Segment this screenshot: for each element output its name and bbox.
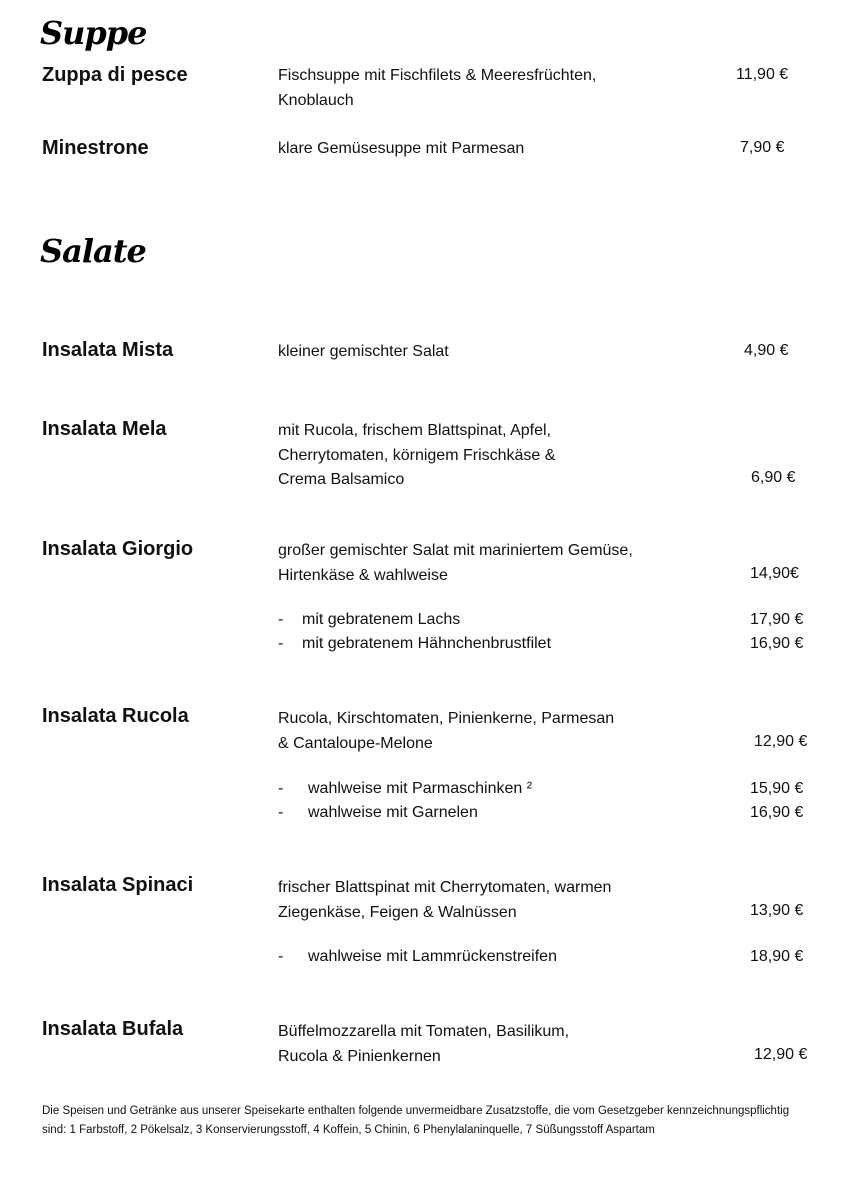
dish-name-zuppa-di-pesce: Zuppa di pesce [42, 64, 188, 86]
price-insalata-mela: 6,90 € [751, 469, 796, 486]
price-insalata-mista: 4,90 € [744, 342, 789, 359]
section-title-salate: Salate [40, 232, 146, 270]
option-rucola-garnelen [278, 804, 478, 822]
desc-line: & Cantaloupe-Melone [278, 734, 433, 752]
dish-desc-minestrone: klare Gemüsesuppe mit Parmesan [278, 140, 525, 157]
price-insalata-rucola: 12,90 € [754, 733, 808, 750]
option-dash: - [278, 780, 284, 797]
option-spinaci-lamm [278, 948, 557, 966]
dish-desc-insalata-bufala [278, 1020, 569, 1069]
dish-desc-insalata-mista: kleiner gemischter Salat [278, 343, 449, 360]
dish-name-insalata-giorgio: Insalata Giorgio [42, 538, 194, 560]
dish-desc-zuppa-di-pesce [278, 64, 596, 113]
desc-line: frischer Blattspinat mit Cherrytomaten, warmen [278, 879, 612, 896]
price-insalata-spinaci: 13,90 € [750, 902, 804, 919]
option-price: 16,90 € [750, 804, 804, 821]
option-giorgio-haehnchen [278, 635, 551, 653]
dish-desc-insalata-rucola [278, 707, 614, 756]
allergen-footnote [42, 1102, 789, 1140]
dish-desc-insalata-giorgio [278, 539, 633, 588]
option-label: wahlweise mit Parmaschinken ² [308, 780, 533, 797]
desc-line: Rucola, Kirschtomaten, Pinienkerne, Parmesan [278, 710, 615, 727]
dish-name-minestrone: Minestrone [42, 137, 149, 159]
section-title-suppe: Suppe [40, 14, 147, 52]
option-label: mit gebratenem Hähnchenbrustfilet [302, 635, 552, 652]
price-insalata-giorgio: 14,90€ [750, 565, 799, 582]
desc-line: Crema Balsamico [278, 471, 405, 488]
desc-line: großer gemischter Salat mit mariniertem Gemüse, [278, 542, 633, 559]
price-minestrone: 7,90 € [740, 139, 785, 156]
dish-name-insalata-rucola: Insalata Rucola [42, 705, 189, 727]
option-price: 15,90 € [750, 780, 804, 797]
option-dash: - [278, 635, 284, 652]
desc-line: Rucola & Pinienkernen [278, 1047, 441, 1065]
dish-desc-insalata-mela [278, 419, 555, 493]
price-insalata-bufala: 12,90 € [754, 1046, 808, 1063]
desc-line: mit Rucola, frischem Blattspinat, Apfel, [278, 422, 551, 439]
price-zuppa-di-pesce: 11,90 € [736, 66, 789, 83]
footnote-line: sind: 1 Farbstoff, 2 Pökelsalz, 3 Konservierungsstoff, 4 Koffein, 5 Chinin, 6 Phenylalaninquelle, 7 Süßungsstoff Aspartam [42, 1124, 655, 1136]
desc-line: Hirtenkäse & wahlweise [278, 566, 448, 584]
option-price: 17,90 € [750, 611, 804, 628]
option-dash: - [278, 804, 284, 821]
desc-line: Cherrytomaten, körnigem Frischkäse & [278, 446, 556, 464]
option-dash: - [278, 611, 284, 628]
desc-line: Fischsuppe mit Fischfilets & Meeresfrüchten, [278, 67, 597, 84]
dish-name-insalata-mela: Insalata Mela [42, 418, 167, 440]
dish-name-insalata-mista: Insalata Mista [42, 339, 174, 361]
desc-line: Knoblauch [278, 91, 354, 109]
option-price: 16,90 € [750, 635, 804, 652]
option-dash: - [278, 948, 284, 965]
option-label: wahlweise mit Garnelen [308, 804, 478, 821]
option-rucola-parmaschinken [278, 780, 532, 798]
desc-line: Ziegenkäse, Feigen & Walnüssen [278, 903, 517, 921]
footnote-line: Die Speisen und Getränke aus unserer Speisekarte enthalten folgende unvermeidbare Zusatzstoffe, die vom Gesetzgeber kennzeichnungspflichtig [42, 1105, 790, 1117]
desc-line: Büffelmozzarella mit Tomaten, Basilikum, [278, 1023, 570, 1040]
dish-name-insalata-bufala: Insalata Bufala [42, 1018, 184, 1040]
option-label: mit gebratenem Lachs [302, 611, 461, 628]
dish-desc-insalata-spinaci [278, 876, 611, 925]
option-giorgio-lachs [278, 611, 460, 629]
option-label: wahlweise mit Lammrückenstreifen [308, 948, 557, 965]
dish-name-insalata-spinaci: Insalata Spinaci [42, 874, 194, 896]
option-price: 18,90 € [750, 948, 804, 965]
